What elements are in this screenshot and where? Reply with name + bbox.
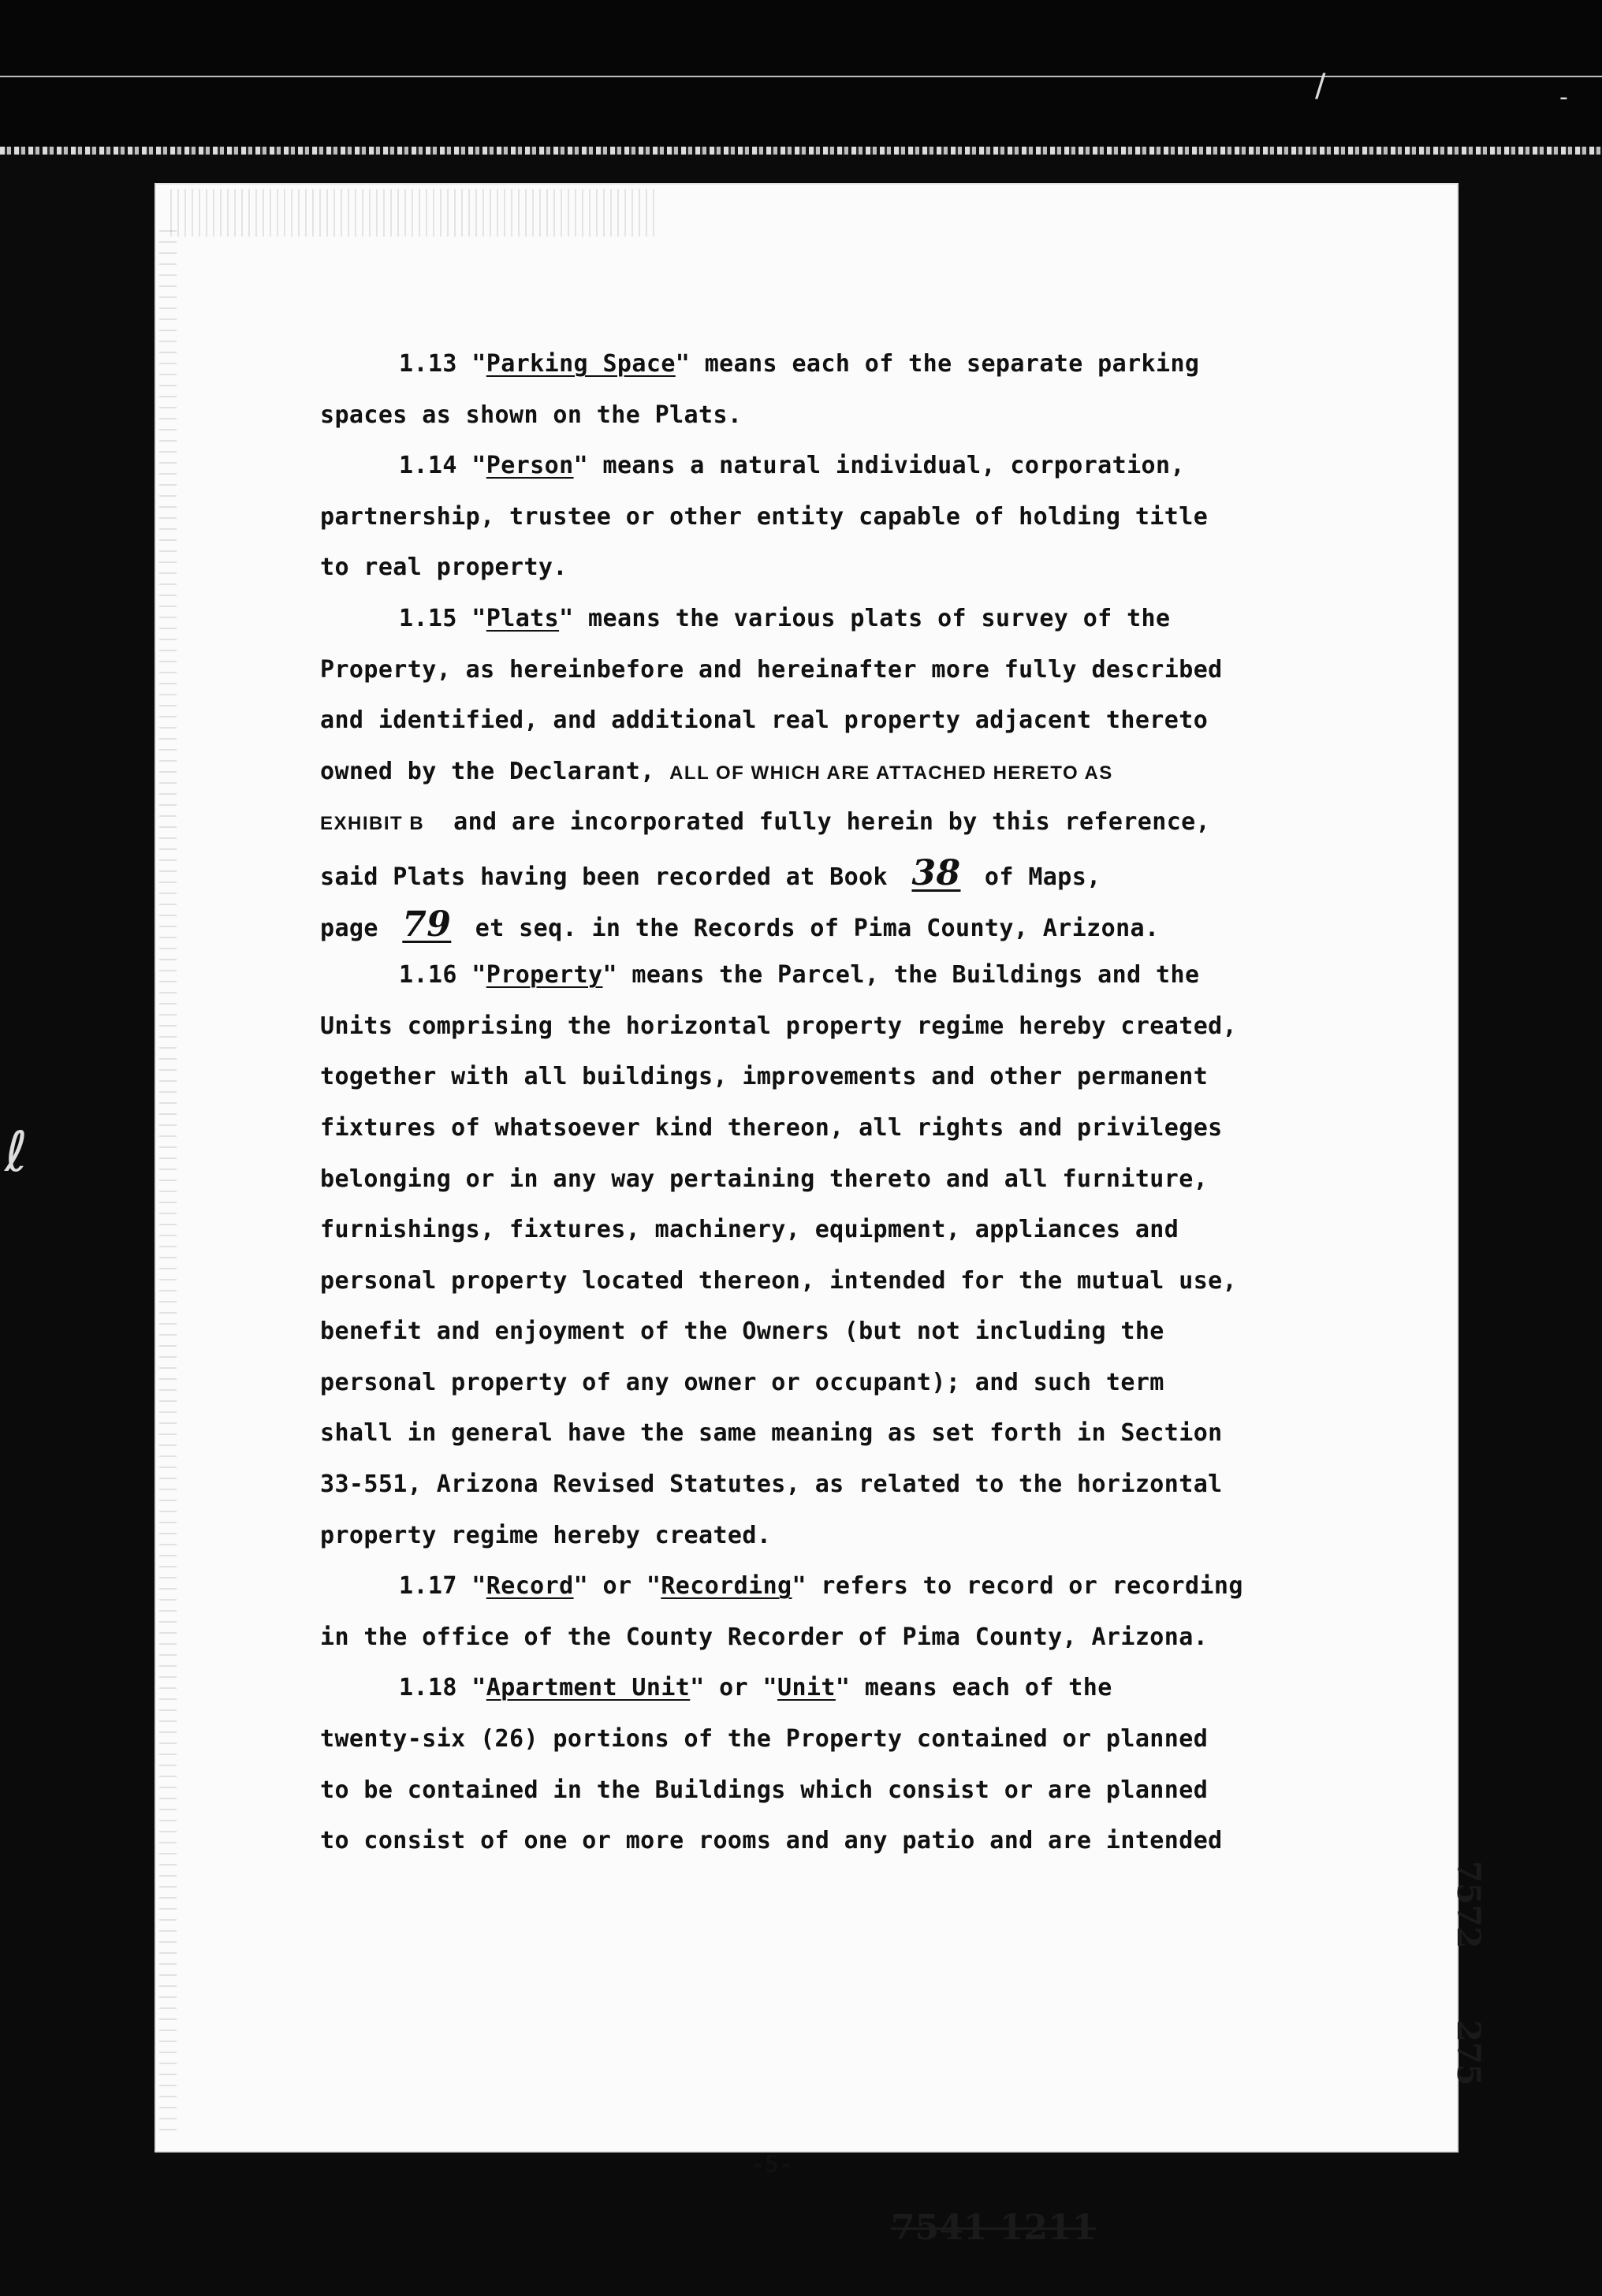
text-fragment: 1.18 " [399,1674,486,1702]
typed-insert: ALL OF WHICH ARE ATTACHED HERETO AS [669,762,1113,784]
text-line [320,1358,1455,1409]
scan-artifact-mark: - [1559,84,1568,111]
scan-paper-edge [0,147,1602,155]
text-fragment: " means a natural individual, corporation, [573,452,1185,480]
text-line [320,1001,1455,1053]
text-fragment: page [320,914,393,942]
defined-term: Person [486,452,574,480]
text-fragment: 1.14 " [399,452,486,480]
text-line [320,1306,1455,1358]
text-line [320,1816,1455,1867]
text-line [320,1765,1455,1817]
text-line [320,1408,1455,1459]
handwritten-entry: 79 [402,904,452,945]
text-fragment: " means each of the separate parking [675,350,1200,378]
text-fragment: " means the Parcel, the Buildings and the [602,961,1200,990]
text-fragment: and are incorporated fully herein by this reference, [424,808,1211,837]
text-fragment: 1.15 " [399,604,486,632]
text-line [320,950,1455,1001]
text-fragment: fixtures of whatsoever kind thereon, all rights and privileges [320,1113,1223,1142]
text-line [320,339,1455,390]
text-line [320,900,1455,951]
defined-term: Property [486,961,603,990]
text-fragment: belonging or in any way pertaining thereto and all furniture, [320,1165,1209,1193]
text-line [320,645,1455,696]
text-fragment: to be contained in the Buildings which consist or are planned [320,1776,1209,1804]
scan-top-margin [0,0,1602,147]
text-line [320,1052,1455,1103]
text-line [320,441,1455,492]
text-fragment: Property, as hereinbefore and hereinafter more fully described [320,655,1223,684]
text-fragment: 1.17 " [399,1572,486,1601]
text-line [320,797,1455,848]
text-line [320,1256,1455,1307]
document-page [155,183,1487,2248]
text-fragment: twenty-six (26) portions of the Property contained or planned [320,1725,1209,1754]
page-number: -5- [751,2151,794,2179]
text-fragment: Units comprising the horizontal property regime hereby created, [320,1012,1238,1040]
text-fragment: shall in general have the same meaning as set forth in Section [320,1419,1223,1448]
text-line [320,594,1455,645]
scan-artifact-mark: / [1315,68,1326,104]
text-fragment: property regime hereby created. [320,1521,772,1549]
text-line [320,1459,1455,1511]
defined-term: Recording [661,1572,792,1601]
recording-stamp-docket: 7572 [1450,1861,1487,1949]
text-fragment: in the office of the County Recorder of Pima County, Arizona. [320,1623,1209,1651]
text-fragment: of Maps, [970,863,1101,891]
defined-term: Unit [777,1674,836,1702]
text-fragment: to consist of one or more rooms and any patio and are intended [320,1827,1223,1855]
typed-insert: EXHIBIT B [320,813,425,835]
scan-artifact-mark: ℓ [5,1120,28,1184]
defined-term: Record [486,1572,574,1601]
text-line [320,695,1455,747]
text-line [320,1714,1455,1765]
recording-stamp-page: 275 [1450,2020,1487,2086]
text-line [320,848,1455,900]
text-fragment: 33-551, Arizona Revised Statutes, as related to the horizontal [320,1470,1223,1499]
text-line [320,1205,1455,1256]
handwritten-entry: 38 [911,852,961,893]
text-fragment: " means each of the [835,1674,1112,1702]
text-fragment: benefit and enjoyment of the Owners (but not including the [320,1318,1164,1346]
text-fragment: 1.16 " [399,961,486,990]
text-fragment: said Plats having been recorded at Book [320,863,903,891]
text-line [320,1663,1455,1714]
text-line [320,1154,1455,1206]
text-line [320,1103,1455,1154]
document-body [320,339,1455,1867]
scan-noise-top [170,189,659,237]
text-fragment: personal property located thereon, intended for the mutual use, [320,1266,1238,1295]
text-fragment: partnership, trustee or other entity capable of holding title [320,502,1209,531]
text-fragment: to real property. [320,554,568,582]
defined-term: Parking Space [486,350,676,378]
scan-noise-left [159,230,177,2138]
text-fragment: " or " [573,1572,661,1601]
text-fragment: et seq. in the Records of Pima County, Arizona. [460,914,1160,942]
text-line [320,390,1455,442]
text-fragment: and identified, and additional real property adjacent thereto [320,706,1209,735]
text-line [320,542,1455,594]
text-fragment: furnishings, fixtures, machinery, equipment, appliances and [320,1216,1179,1244]
text-fragment: spaces as shown on the Plats. [320,401,743,429]
defined-term: Apartment Unit [486,1674,691,1702]
text-line [320,747,1455,798]
text-fragment: " or " [690,1674,778,1702]
text-line [320,1561,1455,1612]
defined-term: Plats [486,604,560,632]
text-fragment: together with all buildings, improvements and other permanent [320,1063,1209,1091]
text-fragment: owned by the Declarant, [320,757,670,785]
text-fragment: 1.13 " [399,350,486,378]
text-line [320,492,1455,543]
text-fragment: " means the various plats of survey of the [559,604,1171,632]
text-line [320,1612,1455,1664]
text-fragment: personal property of any owner or occupant); and such term [320,1368,1164,1396]
text-fragment: " refers to record or recording [792,1572,1243,1601]
text-line [320,1511,1455,1562]
scan-rule-line [0,76,1602,77]
recording-stamp-bottom: 7541 1211 [891,2208,1097,2248]
